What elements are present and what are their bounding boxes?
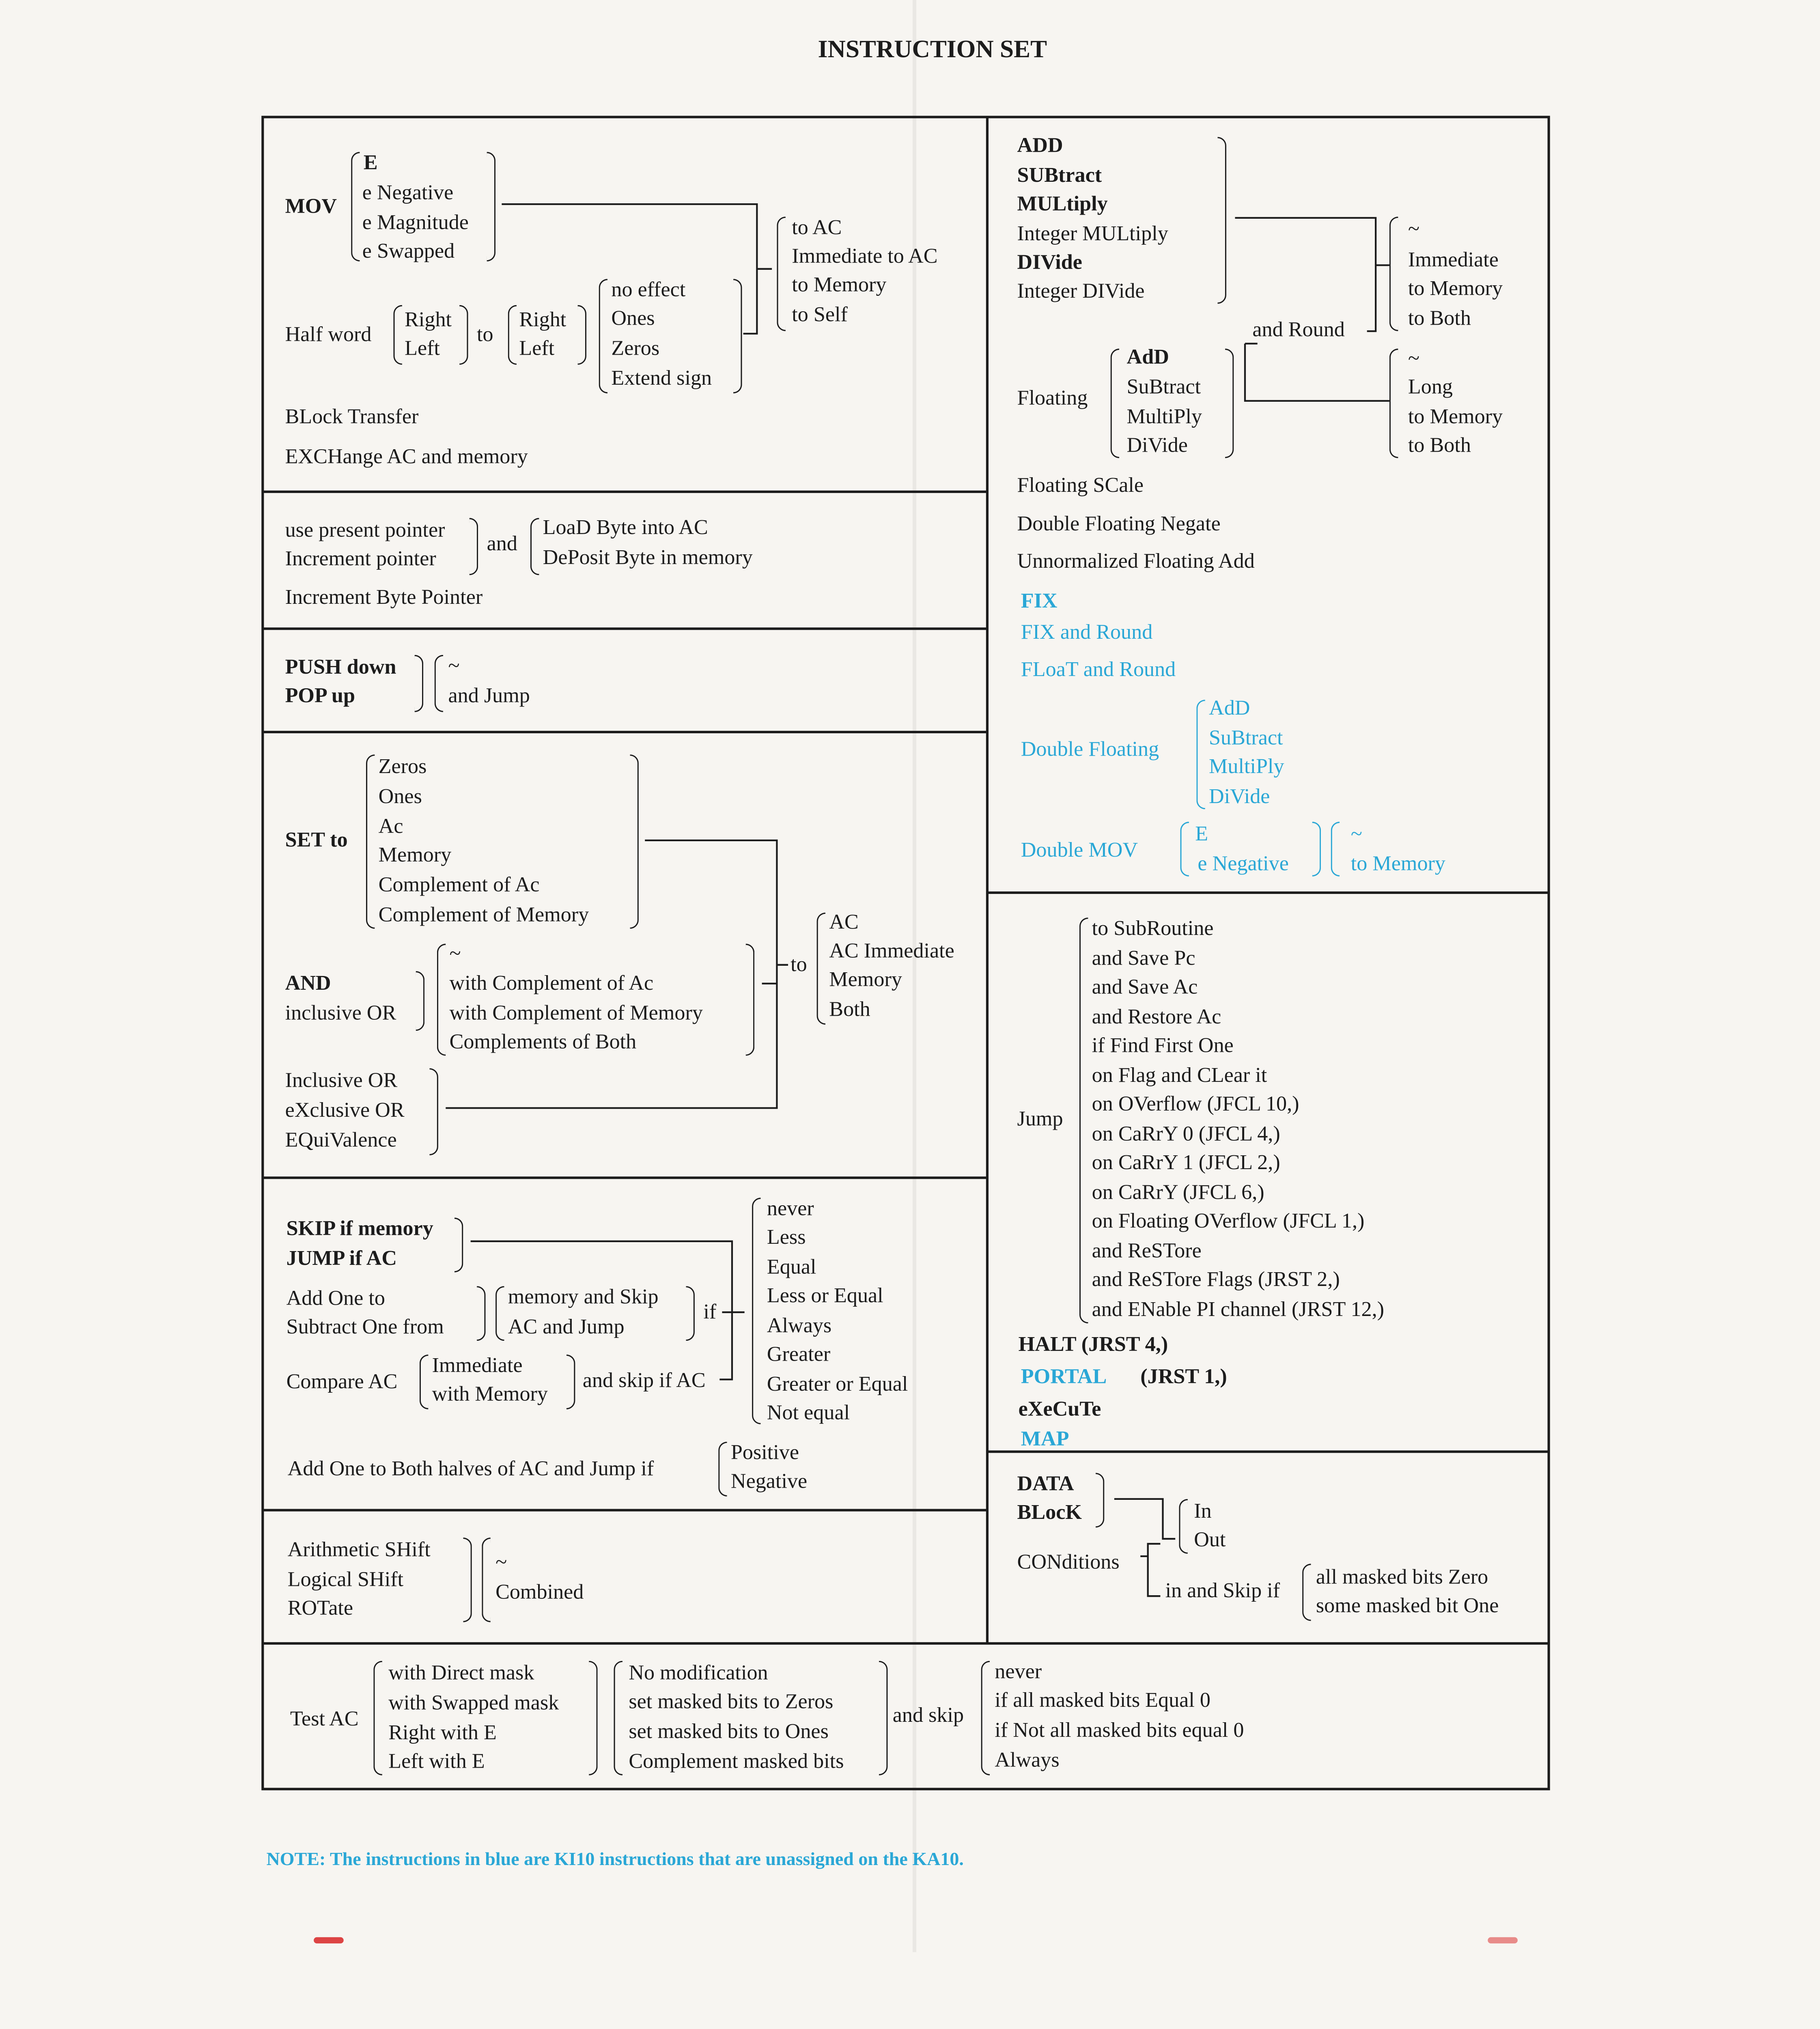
test-mask: with Swapped mask [388, 1691, 559, 1715]
jump-variant: on CaRrY 0 (JFCL 4,) [1092, 1122, 1280, 1146]
jump-variant: on Flag and CLear it [1092, 1063, 1267, 1087]
bracket [477, 1286, 485, 1341]
bracket [1331, 822, 1340, 877]
skip-op: SKIP if memory [286, 1216, 433, 1240]
bracket [435, 655, 443, 712]
half-word-label: Half word [285, 322, 372, 346]
shift-op: ROTate [287, 1596, 353, 1620]
jump-variant: on OVerflow (JFCL 10,) [1092, 1092, 1299, 1116]
set-destination: AC [829, 910, 859, 934]
skip-condition: Less [767, 1225, 806, 1249]
bracket [578, 305, 586, 365]
byte-pointer: use present pointer [285, 518, 445, 542]
and-op: AND [285, 971, 331, 995]
with-op: ~ [449, 941, 461, 965]
bracket [487, 152, 495, 261]
page-title: INSTRUCTION SET [818, 36, 1047, 64]
bracket [879, 1661, 887, 1775]
io-op: BLocK [1017, 1500, 1082, 1524]
half-word-dest: Right [519, 307, 566, 332]
arith-mode: Immediate [1408, 248, 1499, 271]
arith-mode: ~ [1408, 216, 1420, 241]
conditions-label: CONditions [1017, 1550, 1120, 1574]
test-mask: with Direct mask [388, 1661, 534, 1685]
dmov-mode: to Memory [1350, 851, 1446, 875]
bracket [495, 1286, 504, 1341]
byte-pointer: Increment pointer [285, 546, 436, 571]
bracket [746, 944, 754, 1056]
skip-condition: Always [767, 1313, 832, 1338]
bracket [373, 1661, 382, 1775]
half-word-effect: Ones [611, 306, 655, 330]
float-misc: Unnormalized Floating Add [1017, 549, 1255, 573]
byte-op: DePosit Byte in memory [543, 545, 753, 569]
bracket [1218, 137, 1226, 304]
mov-destination: to Memory [792, 272, 887, 297]
set-destination: AC Immediate [829, 939, 954, 963]
bracket [686, 1286, 694, 1341]
bracket [1096, 1473, 1104, 1527]
dmov-mode: ~ [1350, 821, 1363, 846]
float-misc: Floating SCale [1017, 473, 1144, 497]
aobj-label: Add One to Both halves of AC and Jump if [287, 1456, 654, 1480]
set-source: Complement of Memory [378, 902, 589, 926]
fix-op: FIX and Round [1021, 620, 1153, 644]
bracket [420, 1355, 428, 1409]
bracket [752, 1198, 760, 1424]
double-op: DiVide [1209, 784, 1270, 808]
double-op: AdD [1209, 696, 1250, 720]
bracket [351, 152, 360, 261]
test-label: Test AC [290, 1707, 359, 1731]
bracket [1079, 918, 1088, 1323]
bracket [393, 305, 402, 365]
compare-mode: with Memory [432, 1382, 548, 1406]
long-mode: Long [1408, 375, 1453, 398]
aos-target: AC and Jump [508, 1314, 625, 1339]
skip-condition: Greater [767, 1342, 831, 1366]
arith-op: ADD [1017, 133, 1063, 157]
test-mod: Complement masked bits [629, 1749, 844, 1773]
bracket [1180, 822, 1189, 877]
half-word-effect: no effect [611, 278, 686, 302]
bracket [416, 971, 424, 1031]
test-condition: if all masked bits Equal 0 [995, 1688, 1210, 1712]
bracket [1312, 822, 1321, 877]
in-and-skip: in and Skip if [1165, 1579, 1280, 1603]
mov-variant: E [363, 151, 378, 174]
io-direction: In [1194, 1499, 1212, 1523]
mov-variant: e Magnitude [362, 210, 469, 234]
fix-op: FIX [1021, 589, 1058, 613]
arith-mode: to Both [1408, 306, 1471, 330]
jump-variant: to SubRoutine [1092, 916, 1214, 940]
floating-label: Floating [1017, 386, 1088, 410]
bracket [981, 1661, 990, 1775]
byte-op: LoaD Byte into AC [543, 515, 708, 539]
bracket [1225, 349, 1234, 458]
halt-op: HALT (JRST 4,) [1018, 1332, 1168, 1356]
shift-op: Logical SHift [287, 1567, 404, 1591]
set-source: Memory [378, 843, 452, 867]
ink-spot [1488, 1937, 1518, 1943]
with-op: with Complement of Ac [449, 971, 654, 995]
portal-op: PORTAL [1021, 1364, 1107, 1388]
bracket [1179, 1499, 1187, 1554]
float-op: AdD [1126, 345, 1169, 369]
logic-op: EQuiValence [285, 1128, 397, 1152]
jump-variant: on CaRrY 1 (JFCL 2,) [1092, 1150, 1280, 1174]
bracket [437, 944, 446, 1056]
jump-variant: and Save Ac [1092, 975, 1198, 999]
skip-condition: Less or Equal [767, 1284, 883, 1307]
fix-op: FLoaT and Round [1021, 657, 1176, 681]
bracket [718, 1442, 727, 1497]
and-round: and Round [1252, 317, 1345, 341]
long-mode: ~ [1408, 346, 1420, 370]
mov-variant: e Swapped [362, 239, 455, 263]
increment-byte-pointer: Increment Byte Pointer [285, 585, 483, 609]
aobj-condition: Positive [730, 1440, 799, 1464]
test-condition: if Not all masked bits equal 0 [995, 1718, 1244, 1742]
bracket [459, 305, 468, 365]
set-source: Ones [378, 784, 422, 808]
jump-variant: and Restore Ac [1092, 1004, 1221, 1029]
io-skip-condition: all masked bits Zero [1316, 1565, 1488, 1589]
double-mov-label: Double MOV [1021, 838, 1138, 862]
mov-destination: to Self [792, 302, 848, 326]
half-word-from: Right [405, 307, 452, 332]
shift-mode: Combined [495, 1580, 584, 1604]
mov-variant: e Negative [362, 180, 454, 205]
bracket [454, 1218, 463, 1273]
jump-variant: and ENable PI channel (JRST 12,) [1092, 1297, 1385, 1321]
arith-op: MULtiply [1017, 192, 1108, 215]
long-mode: to Memory [1408, 405, 1503, 429]
jump-variant: on Floating OVerflow (JFCL 1,) [1092, 1209, 1365, 1233]
mov-destination: Immediate to AC [792, 244, 938, 268]
compare-label: Compare AC [286, 1369, 398, 1394]
set-destination: Memory [829, 967, 902, 991]
shift-op: Arithmetic SHift [287, 1537, 431, 1562]
half-word-to: to [477, 322, 493, 346]
logic-op: eXclusive OR [285, 1098, 405, 1122]
set-source: Zeros [378, 754, 427, 778]
bracket [470, 518, 478, 575]
set-to-word: to [790, 952, 807, 976]
logic-op: Inclusive OR [285, 1068, 398, 1092]
test-condition: never [995, 1659, 1042, 1683]
execute-op: eXeCuTe [1018, 1397, 1101, 1421]
test-mod: set masked bits to Ones [629, 1719, 829, 1743]
shift-mode: ~ [495, 1550, 507, 1574]
jump-variant: and Save Pc [1092, 946, 1195, 970]
long-mode: to Both [1408, 433, 1471, 457]
aobj-condition: Negative [730, 1469, 808, 1493]
arith-op: DIVide [1017, 250, 1082, 274]
float-misc: Double Floating Negate [1017, 511, 1221, 536]
mov-destination: to AC [792, 215, 842, 239]
ink-spot [314, 1937, 344, 1943]
bracket [817, 913, 825, 1025]
set-source: Complement of Ac [378, 872, 540, 896]
half-word-dest: Left [519, 336, 555, 360]
arith-mode: to Memory [1408, 276, 1503, 300]
aos-op: Add One to [286, 1286, 386, 1310]
dmov-variant: E [1195, 821, 1208, 846]
portal-code: (JRST 1,) [1140, 1364, 1227, 1388]
arith-op: SUBtract [1017, 163, 1102, 187]
arith-op: Integer DIVide [1017, 279, 1145, 303]
test-mask: Left with E [388, 1749, 485, 1773]
io-op: DATA [1017, 1471, 1074, 1495]
double-op: SuBtract [1209, 726, 1283, 750]
set-label: SET to [285, 828, 348, 852]
byte-and: and [487, 532, 517, 556]
double-op: MultiPly [1209, 754, 1284, 778]
bracket [508, 305, 517, 365]
bracket [482, 1538, 490, 1622]
jump-variant: and ReSTore Flags (JRST 2,) [1092, 1267, 1340, 1291]
jump-variant: and ReSTore [1092, 1239, 1202, 1262]
skip-condition: Equal [767, 1255, 816, 1279]
test-and-skip: and skip [892, 1703, 964, 1727]
bracket [1389, 217, 1398, 331]
skip-condition: Greater or Equal [767, 1372, 908, 1396]
stack-op: POP up [285, 683, 355, 707]
set-source: Ac [378, 814, 403, 838]
stack-mode: and Jump [448, 683, 530, 707]
bracket [463, 1538, 472, 1622]
jump-variant: on CaRrY (JFCL 6,) [1092, 1180, 1264, 1204]
bracket [614, 1661, 622, 1775]
and-op: inclusive OR [285, 1001, 396, 1025]
bracket [530, 518, 539, 575]
test-mod: set masked bits to Zeros [629, 1689, 834, 1713]
and-skip-if: and skip if AC [582, 1368, 706, 1392]
bracket [1111, 349, 1119, 458]
float-op: DiVide [1126, 433, 1188, 457]
skip-condition: Not equal [767, 1400, 850, 1424]
half-word-from: Left [405, 336, 440, 360]
jump-label: Jump [1017, 1107, 1063, 1131]
double-floating-label: Double Floating [1021, 737, 1159, 761]
dmov-variant: e Negative [1198, 851, 1289, 875]
with-op: with Complement of Memory [449, 1001, 703, 1025]
bracket [1302, 1564, 1311, 1621]
bracket [566, 1355, 575, 1409]
bracket [599, 279, 607, 393]
aos-target: memory and Skip [508, 1285, 659, 1309]
skip-condition: never [767, 1196, 814, 1220]
io-direction: Out [1194, 1527, 1226, 1551]
bracket [415, 655, 423, 712]
half-word-effect: Zeros [611, 336, 660, 360]
bracket [366, 754, 375, 929]
skip-op: JUMP if AC [286, 1246, 397, 1270]
arith-op: Integer MULtiply [1017, 222, 1168, 246]
aos-op: Subtract One from [286, 1314, 444, 1339]
float-op: SuBtract [1126, 375, 1201, 398]
stack-mode: ~ [448, 653, 460, 677]
test-mod: No modification [629, 1661, 768, 1685]
set-destination: Both [829, 997, 870, 1021]
test-condition: Always [995, 1748, 1060, 1772]
compare-mode: Immediate [432, 1353, 523, 1377]
bracket [630, 754, 638, 929]
test-mask: Right with E [388, 1720, 497, 1745]
with-op: Complements of Both [449, 1030, 637, 1053]
mov-mnemonic: MOV [285, 194, 337, 218]
bracket [733, 279, 742, 393]
footnote: NOTE: The instructions in blue are KI10 instructions that are unassigned on the KA10. [266, 1850, 964, 1870]
bracket [429, 1068, 438, 1155]
io-skip-condition: some masked bit One [1316, 1594, 1499, 1618]
map-op: MAP [1021, 1426, 1069, 1451]
skip-if: if [703, 1299, 717, 1324]
bracket [777, 217, 785, 331]
bracket [589, 1661, 597, 1775]
block-transfer: BLock Transfer [285, 405, 419, 429]
bracket [1196, 700, 1205, 809]
half-word-effect: Extend sign [611, 366, 712, 390]
float-op: MultiPly [1126, 405, 1202, 429]
jump-variant: if Find First One [1092, 1033, 1234, 1057]
stack-op: PUSH down [285, 655, 396, 679]
bracket [1389, 349, 1398, 458]
exchange: EXCHange AC and memory [285, 444, 528, 468]
